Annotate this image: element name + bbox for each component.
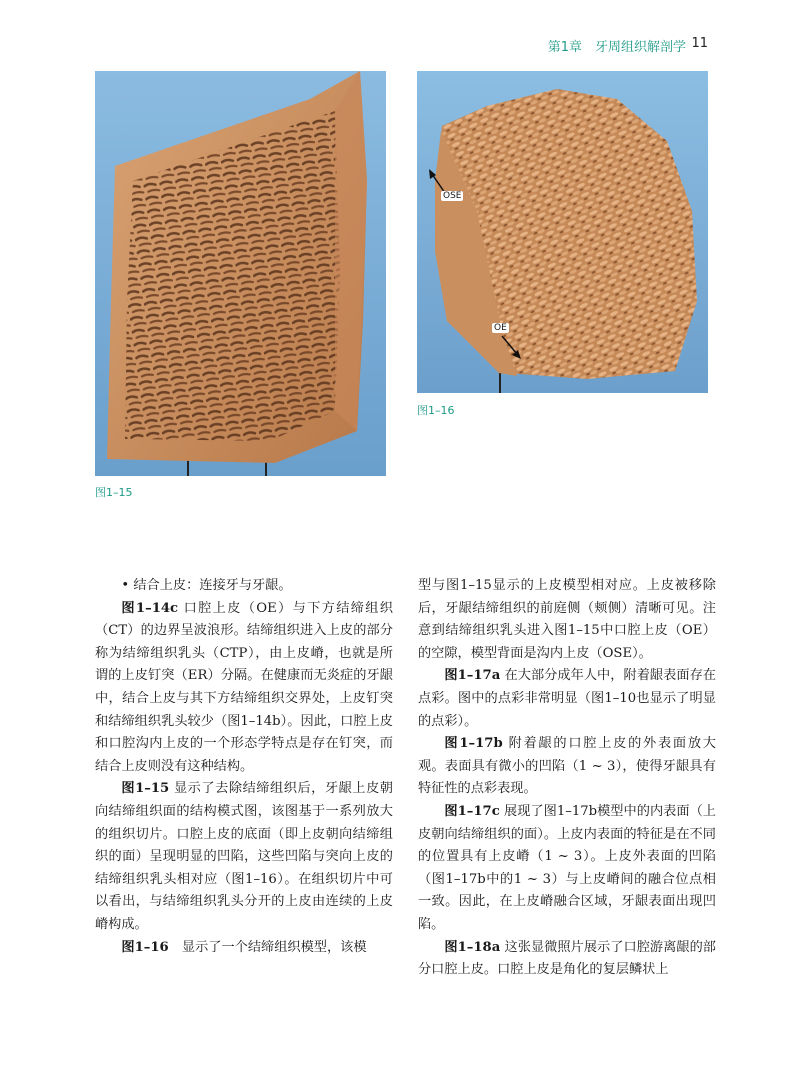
paragraph-text: 型与图1–15显示的上皮模型相对应。上皮被移除后，牙龈结缔组织的前庭侧（颊侧）清晰可见。注意到结缔组织乳头进入图1–15中口腔上皮（OE）的空隙，模型背面是沟内上皮（OSE）。 bbox=[418, 578, 716, 661]
figure-1-15-label: 图1–15 bbox=[95, 486, 133, 499]
paragraph bbox=[418, 937, 716, 982]
paragraph bbox=[95, 598, 393, 779]
left-text-column bbox=[95, 575, 393, 959]
paragraph-text: 这张显微照片展示了口腔游离龈的部分口腔上皮。口腔上皮是角化的复层鳞状上 bbox=[418, 939, 716, 978]
paragraph bbox=[418, 575, 716, 665]
paragraph-text: 口腔上皮（OE）与下方结缔组织（CT）的边界呈波浪形。结缔组织进入上皮的部分称为结缔组织乳头（CTP），由上皮嵴，也就是所谓的上皮钉突（ER）分隔。在健康而无炎症的牙龈中，结合上皮与其下方结缔组织交界处，上皮钉突和结缔组织乳头较少（图1–14b）。因此，口腔上皮和口腔沟内上皮的一个形态学特点是存在钉突，而结合上皮则没有这种结构。 bbox=[95, 600, 393, 774]
paragraph-text: 展现了图1–17b模型中的内表面（上皮朝向结缔组织的面）。上皮内表面的特征是在不同的位置具有上皮嵴（1 ~ 3）。上皮外表面的凹陷（图1–17b中的1 ~ 3）与上皮嵴间的融合位点相一致。因此，在上皮嵴融合区域，牙龈表面出现凹陷。 bbox=[418, 803, 716, 932]
paragraph bbox=[418, 733, 716, 801]
right-text-column bbox=[418, 575, 716, 982]
paragraph-text: 显示了去除结缔组织后，牙龈上皮朝向结缔组织面的结构模式图，该图基于一系列放大的组织切片。口腔上皮的底面（即上皮朝向结缔组织的面）呈现明显的凹陷，这些凹陷与突向上皮的结缔组织乳头相对应（图1–16）。在组织切片中可以看出，与结缔组织乳头分开的上皮由连续的上皮嵴构成。 bbox=[95, 781, 393, 932]
figure-1-16-photo bbox=[417, 71, 708, 393]
paragraph bbox=[95, 937, 393, 960]
figure-reference: 图1–17b bbox=[444, 736, 503, 752]
paragraph-text: 附着龈的口腔上皮的外表面放大观。表面具有微小的凹陷（1 ~ 3），使得牙龈具有特征性的点彩表现。 bbox=[418, 736, 716, 797]
paragraph-text: 显示了一个结缔组织模型，该模 bbox=[168, 939, 367, 955]
paragraph bbox=[418, 801, 716, 937]
figure-reference: 图1–15 bbox=[121, 781, 170, 797]
ose-annotation: OSE bbox=[443, 191, 462, 201]
figure-reference: 图1–14c bbox=[121, 600, 179, 616]
paragraph-text: 在大部分成年人中，附着龈表面存在点彩。图中的点彩非常明显（图1–10也显示了明显的点彩）。 bbox=[418, 668, 716, 729]
figure-reference: 图1–16 bbox=[121, 939, 169, 955]
paragraph-text: • 结合上皮：连接牙与牙龈。 bbox=[121, 578, 292, 593]
paragraph bbox=[95, 778, 393, 936]
running-header bbox=[0, 36, 790, 56]
paragraph bbox=[95, 575, 393, 598]
chapter-title: 第1章 牙周组织解剖学 bbox=[547, 40, 686, 55]
figure-reference: 图1–17c bbox=[444, 803, 500, 819]
figure-1-15-photo bbox=[95, 71, 386, 476]
oe-annotation: OE bbox=[494, 323, 507, 333]
page-number: 11 bbox=[691, 36, 708, 51]
figure-1-16-label: 图1–16 bbox=[417, 404, 455, 417]
figure-reference: 图1–18a bbox=[444, 939, 501, 955]
figure-reference: 图1–17a bbox=[444, 668, 501, 684]
paragraph bbox=[418, 665, 716, 733]
